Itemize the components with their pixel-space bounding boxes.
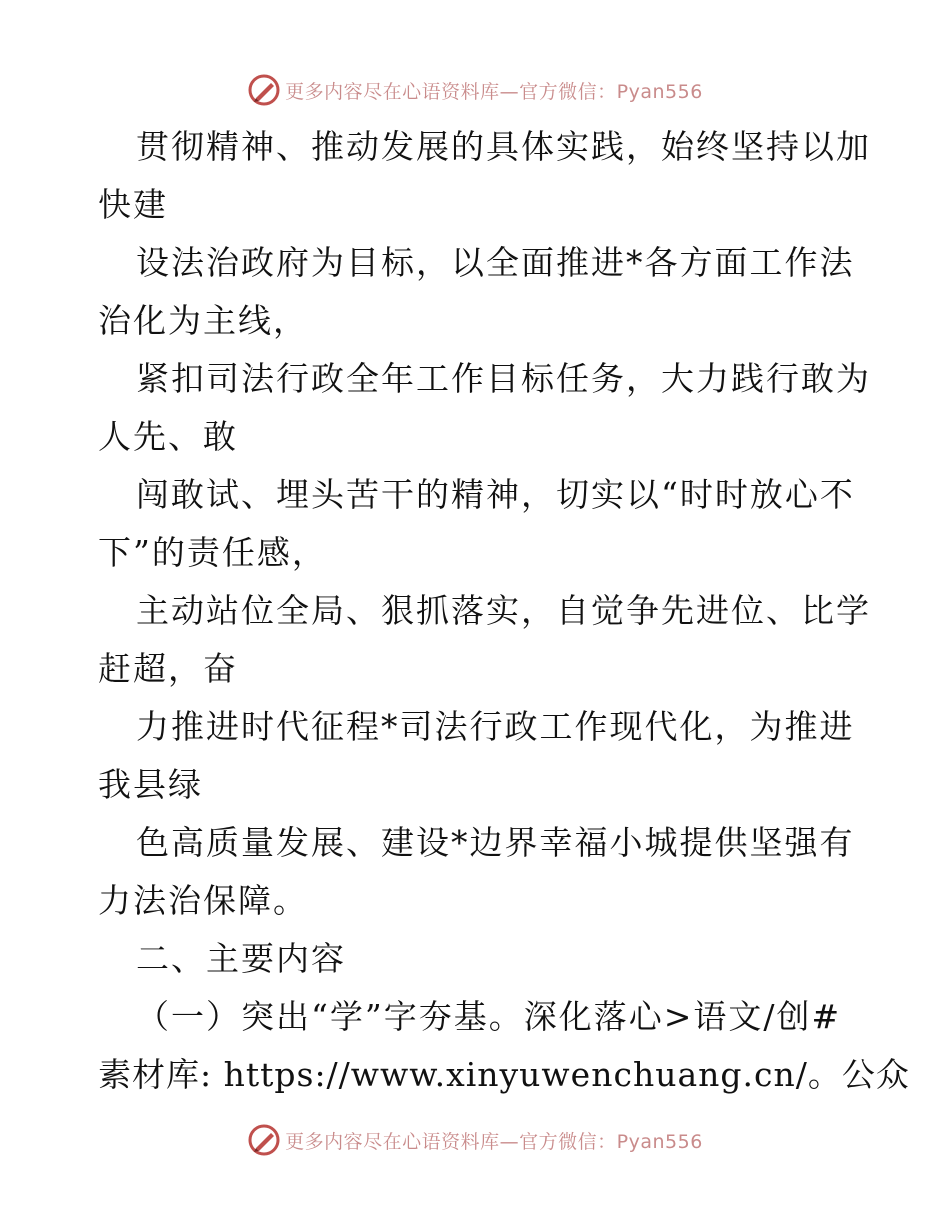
body-line: 主动站位全局、狠抓落实，自觉争先进位、比学 [136, 591, 871, 630]
body-line: 下”的责任感， [98, 533, 327, 572]
footer-watermark-text: 更多内容尽在心语资料库—官方微信：Pyan556 [285, 1130, 703, 1153]
pen-logo-icon [247, 1123, 281, 1157]
pen-logo-icon [247, 73, 281, 107]
header-watermark-text: 更多内容尽在心语资料库—官方微信：Pyan556 [285, 80, 703, 103]
body-line: 人先、敢 [98, 417, 238, 456]
body-line-url: 素材库: https://www.xinyuwenchuang.cn/。公众 [98, 1055, 910, 1094]
body-line: 色高质量发展、建设*边界幸福小城提供坚强有 [136, 823, 855, 862]
section-heading: 二、主要内容 [136, 939, 346, 978]
body-line: 我县绿 [98, 765, 203, 804]
body-line: 紧扣司法行政全年工作目标任务，大力践行敢为 [136, 359, 871, 398]
body-line: 治化为主线， [98, 301, 308, 340]
document-body [98, 118, 910, 1104]
footer-watermark-banner [0, 1120, 950, 1160]
body-line: 赶超，奋 [98, 649, 238, 688]
body-line: 闯敢试、埋头苦干的精神，切实以“时时放心不 [136, 475, 855, 514]
body-line: 力推进时代征程*司法行政工作现代化，为推进 [136, 707, 855, 746]
subsection-heading: （一）突出“学”字夯基。深化落心>语文/创# [136, 997, 842, 1036]
header-watermark-banner [0, 70, 950, 110]
body-line: 力法治保障。 [98, 881, 308, 920]
body-line: 贯彻精神、推动发展的具体实践，始终坚持以加 [136, 127, 871, 166]
body-line: 快建 [98, 185, 168, 224]
body-line: 设法治政府为目标，以全面推进*各方面工作法 [136, 243, 855, 282]
